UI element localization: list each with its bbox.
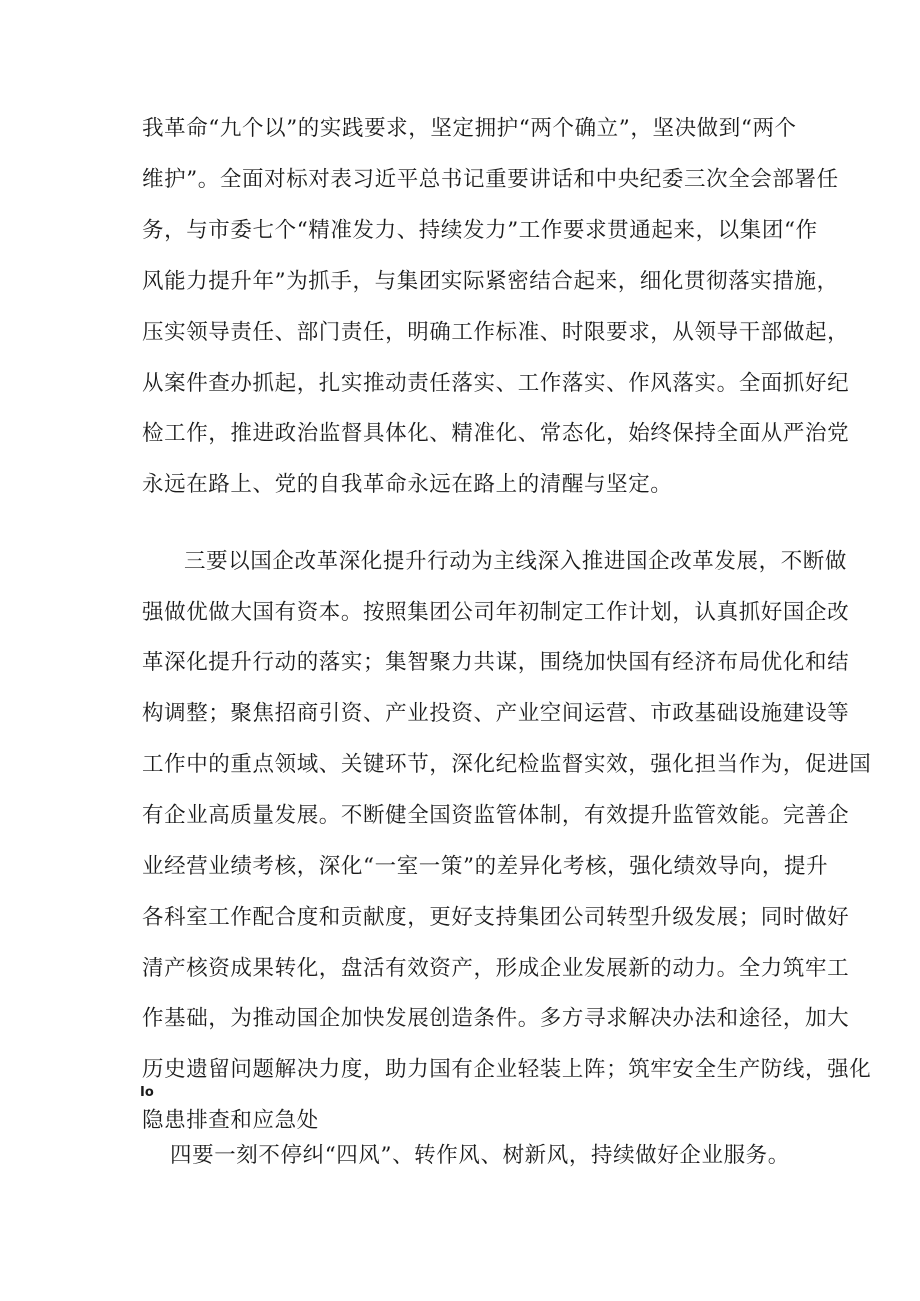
text-line: 构调整；聚焦招商引资、产业投资、产业空间运营、市政基础设施建设等 [142,701,850,726]
text-line: 三要以国企改革深化提升行动为主线深入推进国企改革发展，不断做 [184,549,848,574]
text-line: 从案件查办抓起，扎实推动责任落实、工作落实、作风落实。全面抓好纪 [142,371,850,396]
text-line: 永远在路上、党的自我革命永远在路上的清醒与坚定。 [142,472,673,497]
text-line: 强做优做大国有资本。按照集团公司年初制定工作计划，认真抓好国企改 [142,600,850,625]
text-line: 业经营业绩考核，深化“一室一策”的差异化考核，强化绩效导向，提升 [142,854,829,879]
text-line: 维护”。全面对标对表习近平总书记重要讲话和中央纪委三次全会部署任 [142,167,839,192]
text-line: 各科室工作配合度和贡献度，更好支持集团公司转型升级发展；同时做好 [142,905,850,930]
text-line: 隐患排查和应急处 [142,1108,319,1133]
text-line: 作基础，为推动国企加快发展创造条件。多方寻求解决办法和途径，加大 [142,1006,850,1031]
text-line: 压实领导责任、部门责任，明确工作标准、时限要求，从领导干部做起， [142,320,850,345]
text-line: 工作中的重点领域、关键环节，深化纪检监督实效，强化担当作为，促进国 [142,752,872,777]
text-line: 检工作，推进政治监督具体化、精准化、常态化，始终保持全面从严治党 [142,421,850,446]
text-line: 四要一刻不停纠“四风”、转作风、树新风，持续做好企业服务。 [170,1143,790,1168]
text-line: 历史遗留问题解决力度，助力国有企业轻装上阵；筑牢安全生产防线，强化 [142,1057,872,1082]
text-line: 清产核资成果转化，盘活有效资产，形成企业发展新的动力。全力筑牢工 [142,956,850,981]
text-line: 我革命“九个以”的实践要求，坚定拥护“两个确立”，坚决做到“两个 [142,116,797,141]
text-line: 务，与市委七个“精准发力、持续发力”工作要求贯通起来，以集团“作 [142,218,818,243]
text-line: 风能力提升年”为抓手，与集团实际紧密结合起来，细化贯彻落实措施， [142,269,839,294]
text-line: 革深化提升行动的落实；集智聚力共谋，围绕加快国有经济布局优化和结 [142,650,850,675]
stray-text-fragment: Io [140,1085,154,1100]
text-line: 有企业高质量发展。不断健全国资监管体制，有效提升监管效能。完善企 [142,803,850,828]
